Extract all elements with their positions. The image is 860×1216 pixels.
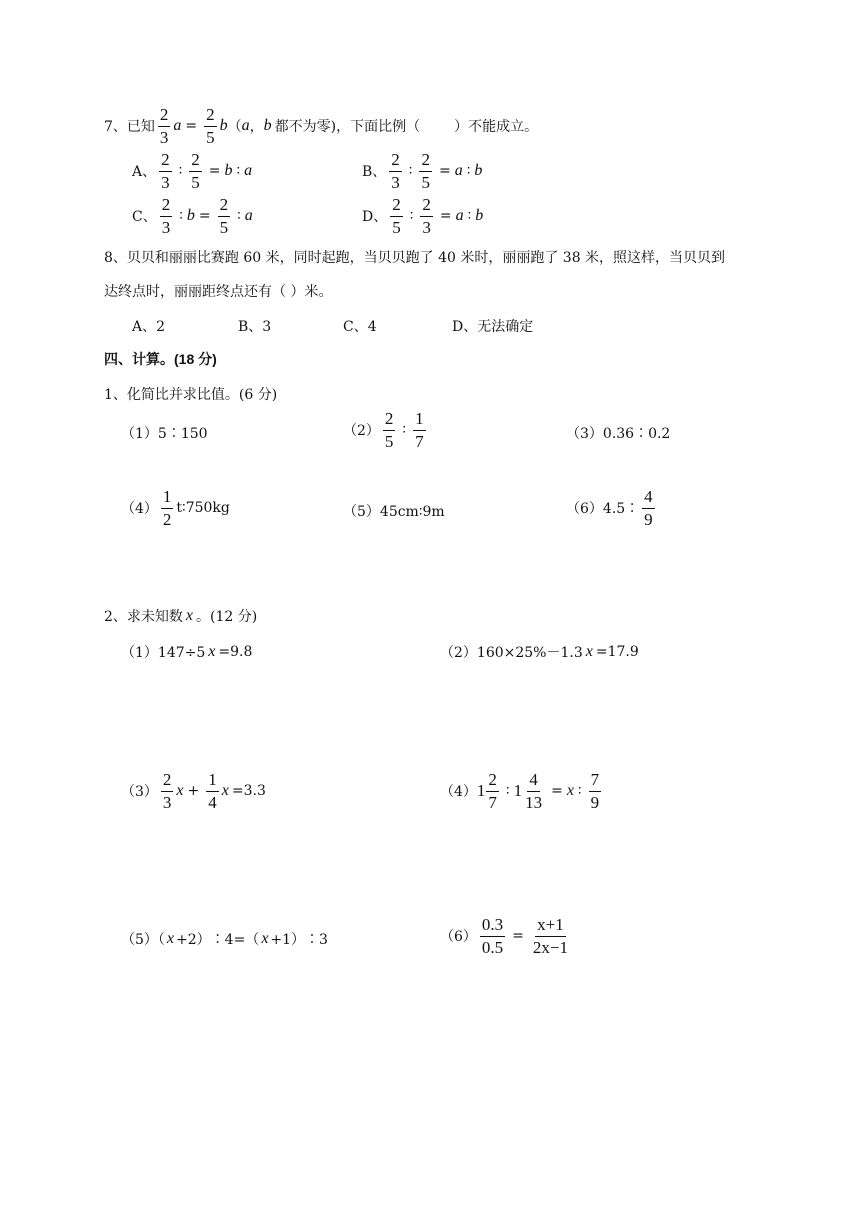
- eq3-frac1: $\frac{2}{3}$: [162, 770, 172, 812]
- eq6-equals: =: [512, 928, 524, 945]
- option-c-equals: =: [198, 208, 211, 225]
- q7-option-c: [132, 196, 253, 237]
- option-b-colon: ∶: [408, 163, 413, 180]
- eq6-label: （6）: [440, 929, 477, 946]
- section-4-title: 四、计算。(18 分): [104, 351, 217, 367]
- eq3-rest: =3.3: [231, 783, 266, 800]
- eq3-plus: +: [187, 783, 200, 800]
- q7-var-b: b: [219, 117, 228, 135]
- eq4-colon: ∶: [505, 783, 510, 800]
- equation-6: [440, 916, 573, 957]
- eq4-label: （4）: [440, 784, 477, 801]
- problem-5: （5）45cm∶9m: [343, 504, 445, 520]
- equation-1: [121, 642, 252, 662]
- option-a-equals: =: [208, 163, 221, 180]
- q8-option-c: C、4: [343, 319, 377, 335]
- eq4-mixed-2: 1 $\frac{4}{13}$: [513, 770, 543, 812]
- option-b-var2: b: [474, 162, 483, 180]
- option-a-colon2: ∶: [236, 163, 241, 180]
- q8-line2: 达终点时，丽丽距终点还有（ ）米。: [104, 284, 333, 300]
- q7-option-d: [362, 196, 483, 237]
- q8-option-d: D、无法确定: [452, 319, 534, 335]
- problem-6-label: （6）4.5∶: [566, 501, 640, 518]
- eq2-part-a: （2）160×25%－1.3: [440, 645, 583, 661]
- option-d-colon2: ∶: [467, 208, 472, 225]
- problem-4-frac: $\frac{1}{2}$: [162, 487, 172, 529]
- option-a-frac1: $\frac{2}{3}$: [161, 150, 170, 192]
- section-4-sub1: 1、化简比并求比值。(6 分): [104, 387, 278, 403]
- problem-2-label: （2）: [343, 423, 380, 440]
- eq4-frac3: $\frac{7}{9}$: [590, 770, 600, 812]
- option-c-label: C、: [132, 209, 157, 226]
- q7-var-a: a: [173, 117, 182, 135]
- q7-fraction-2: $\frac{2}{5}$: [206, 105, 215, 147]
- problem-2-frac2: $\frac{1}{7}$: [415, 409, 424, 451]
- option-c-var2: a: [244, 207, 253, 225]
- option-d-var2: b: [475, 207, 484, 225]
- q7-var-b2: b: [263, 117, 272, 135]
- problem-2-frac1: $\frac{2}{5}$: [384, 409, 394, 451]
- option-d-equals: =: [439, 208, 452, 225]
- eq6-frac1: $\frac{0.3}{0.5}$: [481, 915, 504, 957]
- sub2-var-x: x: [185, 607, 194, 624]
- q7-paren-open: （: [227, 119, 242, 136]
- eq5-part-b: +2）∶4=（: [176, 932, 260, 948]
- q7-prefix: 7、已知: [104, 119, 155, 136]
- problem-4-rest: t∶750kg: [176, 500, 230, 517]
- option-b-label: B、: [362, 164, 387, 181]
- eq5-var-x2: x: [261, 930, 269, 947]
- problem-2: [343, 410, 429, 451]
- eq1-part-a: （1）147÷5: [121, 645, 206, 661]
- option-a-colon: ∶: [178, 163, 183, 180]
- eq5-var-x1: x: [166, 930, 175, 947]
- option-c-frac2: $\frac{2}{5}$: [219, 195, 229, 237]
- problem-4: [121, 488, 230, 529]
- q7-stem: [104, 106, 538, 147]
- option-d-label: D、: [362, 209, 388, 226]
- problem-3: （3）0.36∶0.2: [566, 426, 671, 442]
- q7-option-b: [362, 151, 482, 192]
- problem-4-label: （4）: [121, 501, 158, 518]
- eq3-frac2: $\frac{1}{4}$: [208, 770, 217, 812]
- option-b-var1: a: [454, 162, 463, 180]
- eq4-mixed-1: 1 $\frac{2}{7}$: [476, 770, 497, 812]
- eq3-var-x2: x: [221, 782, 229, 800]
- eq4-var-x: x: [566, 782, 574, 800]
- q8-line1: 8、贝贝和丽丽比赛跑 60 米，同时起跑，当贝贝跑了 40 米时，丽丽跑了 38 米，照这样，当贝贝到: [104, 250, 726, 266]
- eq4-colon2: ∶: [577, 783, 582, 800]
- option-b-frac2: $\frac{2}{5}$: [421, 150, 430, 192]
- option-b-equals: =: [438, 163, 451, 180]
- option-d-frac1: $\frac{2}{5}$: [392, 195, 401, 237]
- q7-var-a2: a: [241, 117, 250, 135]
- eq1-part-b: =9.8: [218, 644, 253, 660]
- q8-option-a: A、2: [132, 319, 166, 335]
- option-c-colon: ∶: [179, 208, 183, 225]
- eq3-label: （3）: [121, 784, 158, 801]
- eq3-var-x1: x: [176, 782, 184, 800]
- equation-2: [440, 642, 639, 662]
- q7-not-zero: 都不为零)，下面比例（: [274, 119, 421, 136]
- q7-equals: =: [185, 118, 198, 135]
- q8-option-b: B、3: [238, 319, 272, 335]
- option-a-label: A、: [132, 164, 157, 181]
- equation-3: [121, 771, 266, 812]
- eq5-part-a: （5）（: [121, 932, 165, 948]
- eq2-var-x: x: [585, 643, 593, 660]
- sub2-suffix: 。(12 分): [196, 609, 258, 625]
- option-c-colon2: ∶: [237, 208, 241, 225]
- eq4-equals: =: [551, 783, 563, 800]
- equation-5: [121, 929, 328, 949]
- option-a-var2: a: [244, 162, 253, 180]
- option-b-colon2: ∶: [466, 163, 471, 180]
- option-c-var1: b: [186, 207, 195, 225]
- equation-4: [440, 771, 604, 812]
- option-a-var1: b: [224, 162, 233, 180]
- q7-suffix: ）不能成立。: [454, 119, 539, 136]
- problem-2-colon: ∶: [402, 422, 407, 439]
- option-d-var1: a: [455, 207, 464, 225]
- eq5-part-c: +1）∶3: [270, 932, 328, 948]
- q7-comma: ，: [249, 119, 264, 136]
- eq6-frac2: $\frac{x+1}{2x-1}$: [532, 915, 568, 957]
- option-b-frac1: $\frac{2}{3}$: [391, 150, 400, 192]
- eq1-var-x: x: [208, 643, 216, 660]
- option-c-frac1: $\frac{2}{3}$: [161, 195, 171, 237]
- eq2-part-b: =17.9: [595, 644, 639, 660]
- option-a-frac2: $\frac{2}{5}$: [191, 150, 200, 192]
- section-4-sub2: [104, 606, 257, 626]
- q7-option-a: [132, 151, 252, 192]
- option-d-frac2: $\frac{2}{3}$: [422, 195, 431, 237]
- problem-1: （1）5∶150: [121, 426, 208, 442]
- q7-fraction-1: $\frac{2}{3}$: [159, 105, 169, 147]
- sub2-prefix: 2、求未知数: [104, 609, 183, 625]
- problem-6: [566, 488, 658, 529]
- problem-6-frac: $\frac{4}{9}$: [644, 487, 653, 529]
- option-d-colon: ∶: [409, 208, 414, 225]
